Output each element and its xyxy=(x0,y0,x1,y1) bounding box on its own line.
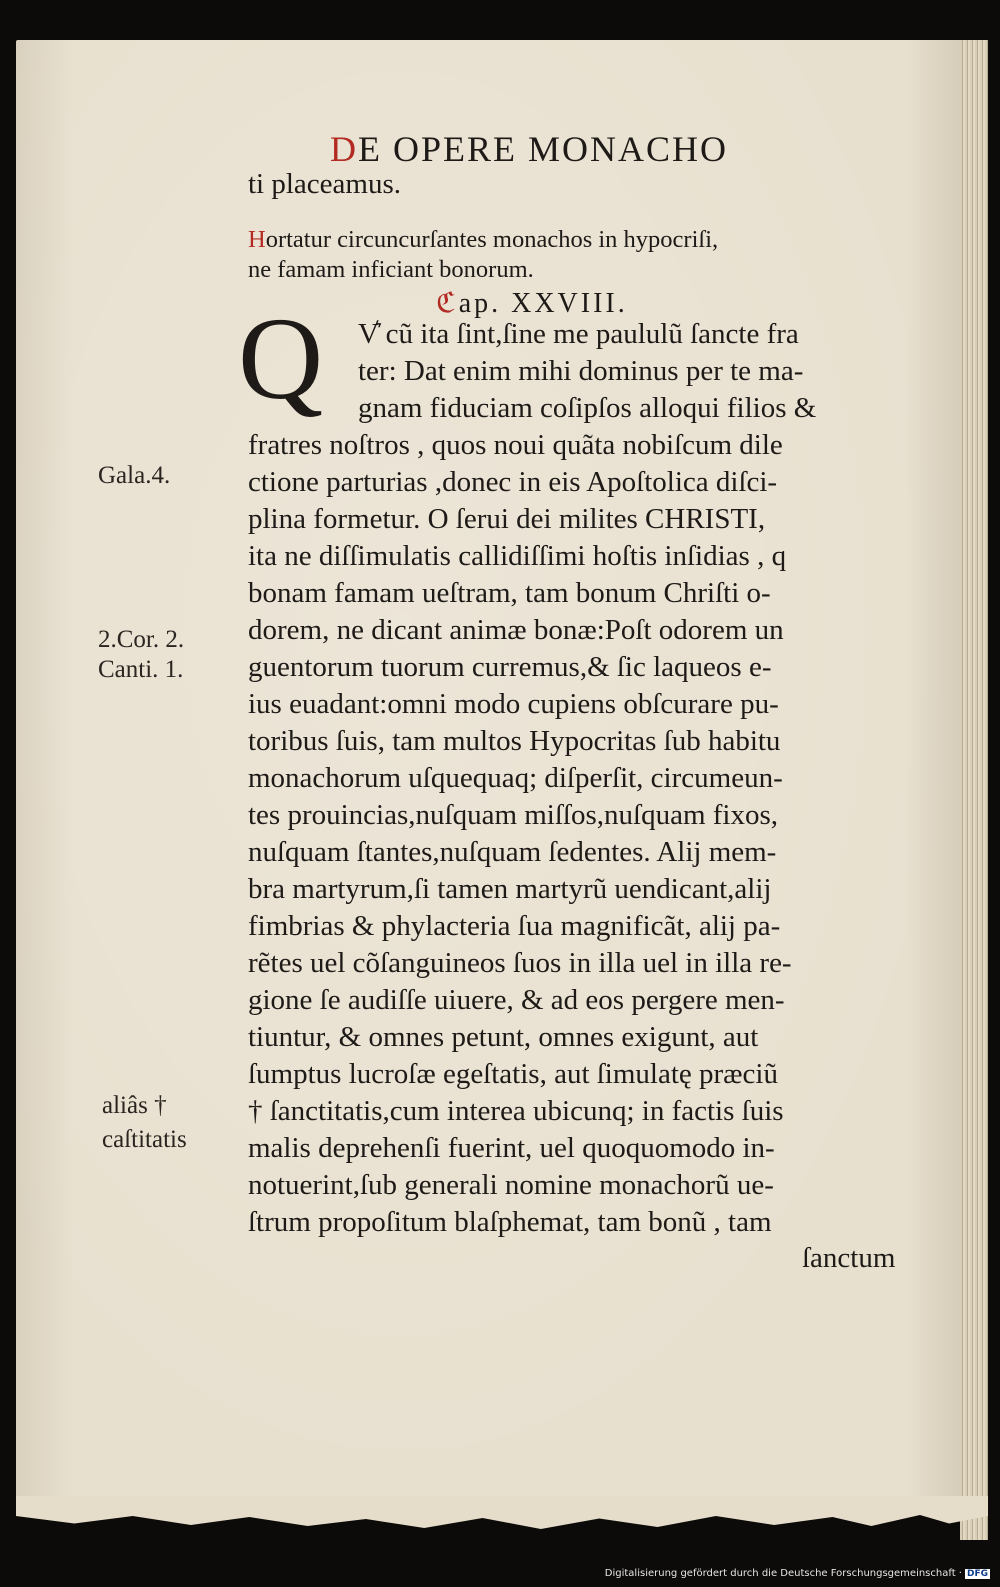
body-line: notuerint,ſub generali nomine monachorũ ue- xyxy=(248,1169,774,1201)
body-line: monachorum uſquequaq; diſperſit, circumeun- xyxy=(248,762,783,794)
running-head-text: E OPERE MONACHO xyxy=(358,129,729,169)
body-line: gione ſe audiſſe uiuere, & ad eos pergere men- xyxy=(248,984,785,1016)
body-line: nuſquam ſtantes,nuſquam ſedentes. Alij mem- xyxy=(248,836,777,868)
body-line: bra martyrum,ſi tamen martyrũ uendicant,alij xyxy=(248,873,772,905)
body-line: ius euadant:omni modo cupiens obſcurare pu- xyxy=(248,688,779,720)
running-head-initial: D xyxy=(330,129,358,169)
body-line: plina formetur. O ſerui dei milites CHRISTI, xyxy=(248,503,766,535)
body-line: fratres noſtros , quos noui quãta nobiſcum dile xyxy=(248,429,783,461)
body-line: ſtrum propoſitum blaſphemat, tam bonũ , tam xyxy=(248,1206,772,1238)
body-line: ter: Dat enim mihi dominus per te ma- xyxy=(358,355,804,387)
catchword: ſanctum xyxy=(802,1242,896,1274)
body-line: tes prouincias,nuſquam miſſos,nuſquam fixos, xyxy=(248,799,779,831)
body-line: guentorum tuorum curremus,& ſic laqueos e- xyxy=(248,651,772,683)
caption-text-1: ortatur circuncurſantes monachos in hypocriſi, xyxy=(265,226,719,253)
body-line: fimbrias & phylacteria ſua magnificãt, alij pa- xyxy=(248,910,781,942)
digitization-footer xyxy=(605,1568,990,1579)
page-edge-stack xyxy=(960,40,988,1540)
margin-note-canti: Canti. 1. xyxy=(98,656,184,683)
drop-cap-initial: Q xyxy=(238,293,324,424)
footer-text: Digitalisierung gefördert durch die Deutsche Forschungsgemeinschaft · xyxy=(604,1568,962,1579)
body-line: rẽtes uel cõſanguineos ſuos in illa uel in illa re- xyxy=(248,947,792,979)
margin-note-alias: aliâs † xyxy=(102,1092,167,1119)
continuation-line: ti placeamus. xyxy=(248,168,402,200)
body-line: † ſanctitatis,cum interea ubicunq; in factis ſuis xyxy=(248,1095,784,1127)
body-line: malis deprehenſi fuerint, uel quoquomodo in- xyxy=(248,1132,775,1164)
body-line: dorem, ne dicant animæ bonæ:Poſt odorem un xyxy=(248,614,784,646)
chapter-heading-text: ap. XXVIII. xyxy=(458,288,628,319)
body-line: tiuntur, & omnes petunt, omnes exigunt, aut xyxy=(248,1021,759,1053)
margin-note-gala: Gala.4. xyxy=(98,462,171,489)
chapter-heading xyxy=(436,286,1000,320)
running-head xyxy=(330,128,728,170)
body-line: ctione parturias ,donec in eis Apoſtolica diſci- xyxy=(248,466,778,498)
body-line: toribus ſuis, tam multos Hypocritas ſub habitu xyxy=(248,725,781,757)
dfg-logo-icon: DFG xyxy=(966,1569,988,1579)
chapter-caption-line-1 xyxy=(248,226,938,254)
body-line: ſumptus lucroſæ egeſtatis, aut ſimulatę præciũ xyxy=(248,1058,778,1090)
body-line: ita ne diſſimulatis callidiſſimi hoſtis inſidias , q xyxy=(248,540,787,572)
margin-note-castitatis: caſtitatis xyxy=(102,1126,187,1153)
body-line: gnam fiduciam coſipſos alloqui filios & xyxy=(358,392,817,424)
body-line: bonam famam ueſtram, tam bonum Chriſti o- xyxy=(248,577,771,609)
body-line: V͛ cũ ita ſint,ſine me paululũ ſancte fra xyxy=(358,318,799,350)
caption-initial: H xyxy=(248,226,266,253)
margin-note-cor: 2.Cor. 2. xyxy=(98,626,185,653)
torn-page-bottom xyxy=(16,1496,988,1546)
chapter-heading-symbol: ℭ xyxy=(436,288,459,319)
chapter-caption-line-2: ne famam inficiant bonorum. xyxy=(248,256,534,283)
